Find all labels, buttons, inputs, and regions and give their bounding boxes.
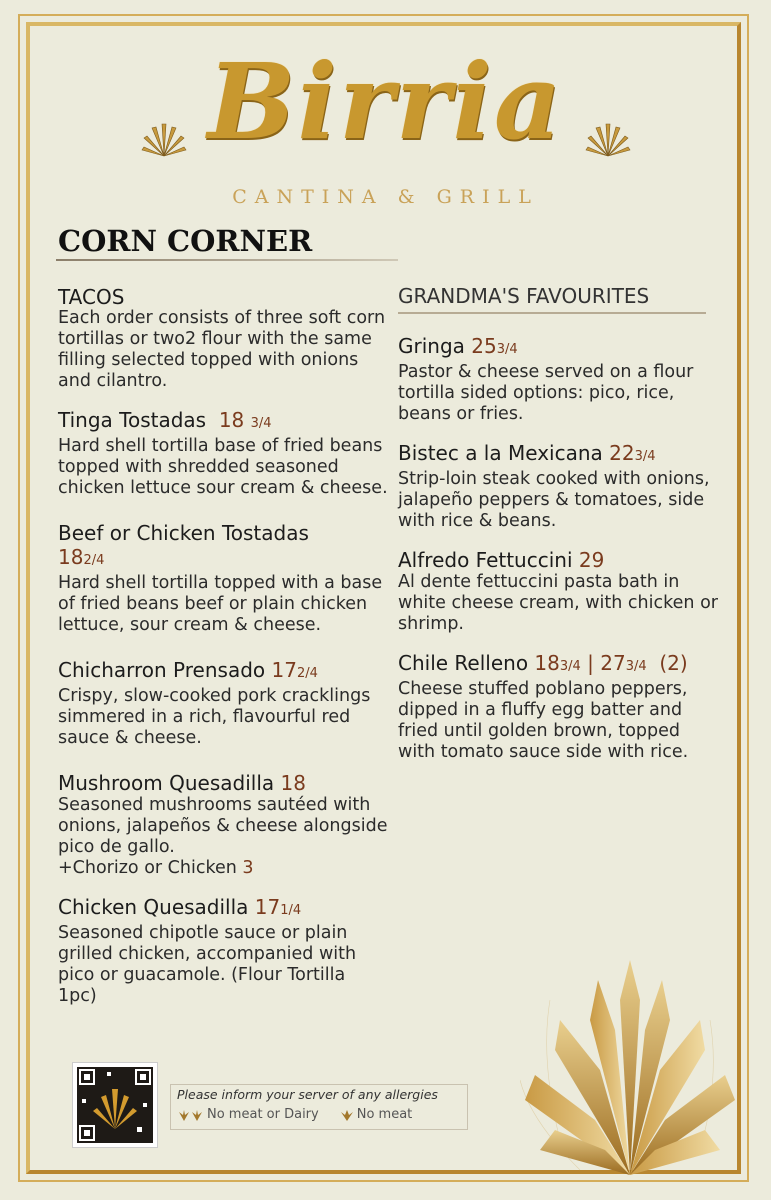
item-description: Seasoned chipotle sauce or plain grilled chicken, accompanied with pico or guacamole. (Flour Tortilla 1pc)	[58, 923, 357, 1006]
item-name: Chicharron Prensado	[58, 658, 266, 682]
section-divider	[56, 259, 398, 261]
qr-code[interactable]	[72, 1062, 158, 1148]
qr-agave-icon	[77, 1067, 153, 1143]
item-price-fraction: 3/4	[496, 342, 518, 357]
brand-tagline: CANTINA & GRILL	[232, 186, 539, 208]
item-name: Mushroom Quesadilla	[58, 771, 275, 795]
allergy-notice	[170, 1084, 468, 1130]
item-name: Alfredo Fettuccini	[398, 548, 573, 572]
menu-item	[398, 441, 718, 532]
item-price: 18	[218, 408, 245, 432]
item-extra: +Chorizo or Chicken	[58, 858, 237, 878]
tacos-title: TACOS	[58, 285, 125, 309]
qr-pattern	[77, 1067, 153, 1143]
item-price-fraction: 2/4	[83, 553, 105, 568]
item-price: 17	[254, 895, 281, 919]
allergy-note-text: Please inform your server of any allergies	[177, 1087, 438, 1102]
item-description: Hard shell tortilla base of fried beans topped with shredded seasoned chicken lettuce sour cream & cheese.	[58, 436, 388, 498]
menu-item	[58, 408, 388, 499]
double-agave-icon	[177, 1109, 205, 1121]
decorative-agave-icon	[520, 940, 740, 1180]
menu-item	[58, 658, 388, 749]
item-name: Beef or Chicken Tostadas	[58, 521, 309, 545]
agave-icon	[339, 1109, 355, 1121]
item-name: Tinga Tostadas	[58, 408, 207, 432]
menu-item	[58, 895, 388, 1007]
item-price: 18	[58, 545, 84, 569]
item-price: 22	[609, 441, 635, 465]
item-name: Chile Relleno	[398, 651, 529, 675]
item-price-second-fraction: 3/4	[625, 659, 647, 674]
right-column	[398, 284, 718, 779]
item-price-fraction: 3/4	[250, 416, 272, 431]
menu-item	[58, 521, 388, 636]
section-title: CORN CORNER	[58, 224, 313, 258]
item-extra-price: 3	[242, 858, 254, 878]
item-price-fraction: 2/4	[296, 666, 318, 681]
item-price: 25	[471, 334, 497, 358]
menu-item	[58, 771, 388, 879]
item-description: Strip-loin steak cooked with onions, jalapeño peppers & tomatoes, side with rice & beans.	[398, 469, 710, 531]
item-price: 29	[578, 548, 605, 572]
item-price-fraction: 1/4	[280, 903, 302, 918]
legend-no-meat-or-dairy	[177, 1107, 319, 1122]
item-name: Bistec a la Mexicana	[398, 441, 603, 465]
item-price-second: 27	[600, 651, 626, 675]
legend-label: No meat or Dairy	[207, 1107, 319, 1122]
tacos-description: Each order consists of three soft corn tortillas or two2 flour with the same filling selected topped with onions and cilantro.	[58, 308, 386, 391]
price-separator: |	[587, 651, 594, 675]
legend-no-meat	[339, 1107, 413, 1122]
menu-item	[398, 651, 718, 763]
item-description: Pastor & cheese served on a flour tortilla sided options: pico, rice, beans or fries.	[398, 362, 694, 424]
item-description: Crispy, slow-cooked pork cracklings simmered in a rich, flavourful red sauce & cheese.	[58, 686, 371, 748]
brand-logo: Birria	[207, 40, 564, 163]
item-price: 18	[534, 651, 560, 675]
item-name: Chicken Quesadilla	[58, 895, 249, 919]
item-name: Gringa	[398, 334, 465, 358]
item-description: Hard shell tortilla topped with a base of fried beans beef or plain chicken lettuce, sour cream & cheese.	[58, 573, 383, 635]
tacos-block	[58, 286, 388, 392]
item-quantity: (2)	[659, 651, 688, 675]
item-price: 17	[271, 658, 297, 682]
grandmas-favourites-heading: GRANDMA'S FAVOURITES	[398, 284, 706, 314]
item-price: 18	[280, 771, 306, 795]
item-description: Cheese stuffed poblano peppers, dipped in a fluffy egg batter and fried until golden brown, topped with tomato sauce side with rice.	[398, 679, 689, 762]
menu-item	[398, 548, 718, 635]
item-price-fraction: 3/4	[559, 659, 581, 674]
legend-label: No meat	[356, 1107, 413, 1122]
menu-item	[398, 334, 718, 425]
item-description: Seasoned mushrooms sautéed with onions, jalapeños & cheese alongside pico de gallo.	[58, 795, 388, 857]
left-column	[58, 286, 388, 1023]
item-price-fraction: 3/4	[634, 449, 656, 464]
item-description: Al dente fettuccini pasta bath in white cheese cream, with chicken or shrimp.	[398, 572, 718, 634]
